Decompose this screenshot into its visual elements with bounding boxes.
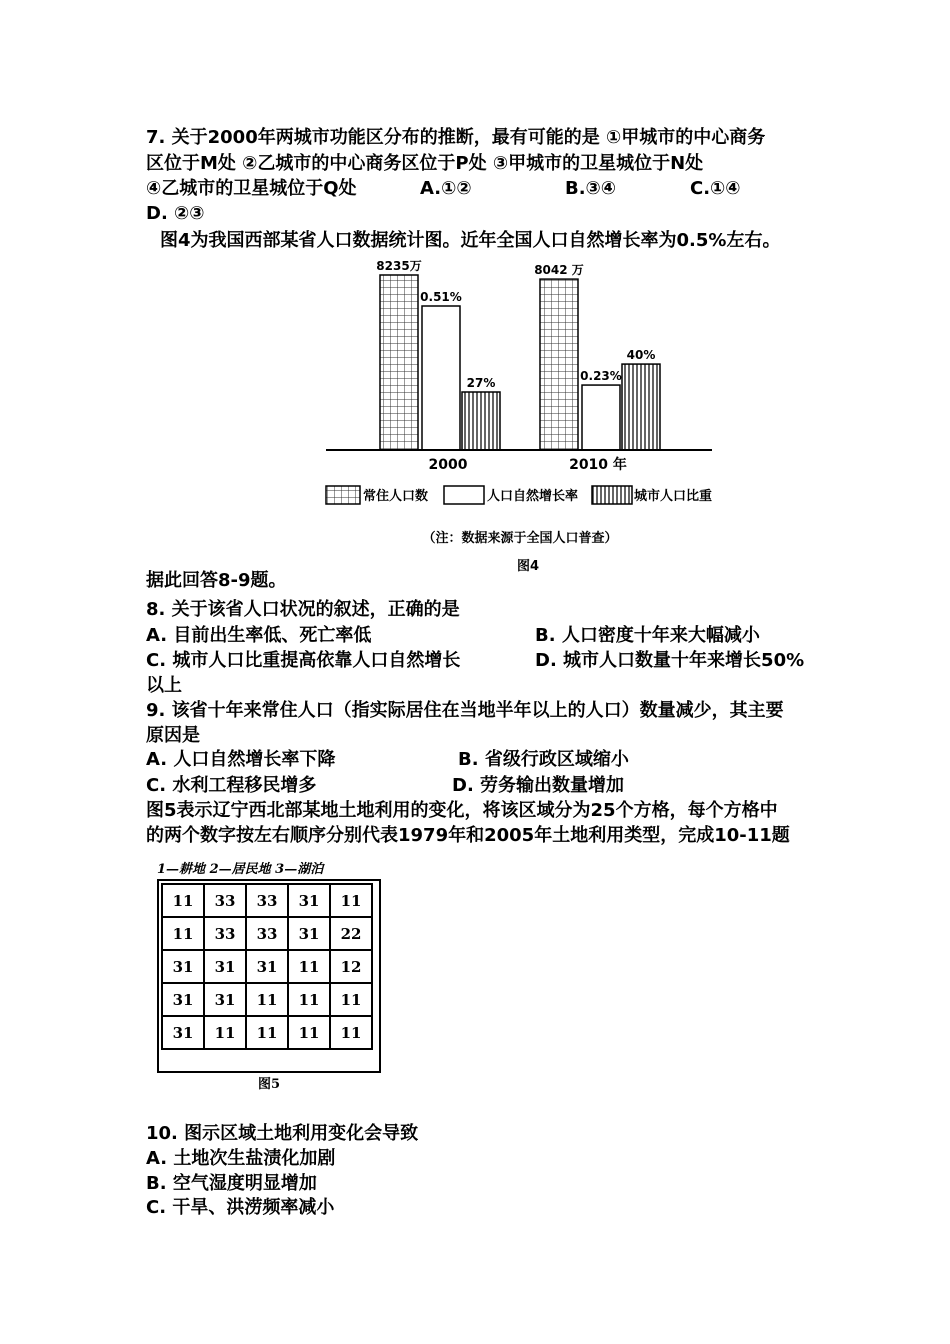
grid-cell: 33 bbox=[204, 884, 246, 917]
label-natural-growth-1: 0.23% bbox=[580, 369, 622, 384]
grid-cell: 11 bbox=[162, 884, 204, 917]
legend-label-natural-growth: 人口自然增长率 bbox=[487, 489, 579, 504]
grid-cell: 31 bbox=[204, 983, 246, 1016]
grid-cell: 11 bbox=[204, 1016, 246, 1049]
q9-stem-2: 原因是 bbox=[146, 725, 200, 746]
q7-option-c: C.①④ bbox=[690, 178, 741, 199]
bar-natural-growth-1 bbox=[582, 385, 620, 450]
grid-cell: 11 bbox=[330, 1016, 372, 1049]
bar-urban-ratio-1 bbox=[622, 364, 660, 450]
bar-natural-growth-0 bbox=[422, 306, 460, 450]
grid-cell: 22 bbox=[330, 917, 372, 950]
grid-cell: 31 bbox=[162, 983, 204, 1016]
grid-cell: 31 bbox=[162, 950, 204, 983]
q7-line1: 7. 关于2000年两城市功能区分布的推断，最有可能的是 ①甲城市的中心商务 bbox=[146, 127, 766, 148]
q8-stem: 8. 关于该省人口状况的叙述，正确的是 bbox=[146, 599, 460, 620]
grid-cell: 12 bbox=[330, 950, 372, 983]
label-resident-1: 8042 万 bbox=[534, 263, 584, 278]
q10-option-a: A. 土地次生盐渍化加剧 bbox=[146, 1148, 336, 1169]
label-urban-ratio-1: 40% bbox=[626, 348, 656, 363]
bar-resident-0 bbox=[380, 275, 418, 450]
fig4-chart bbox=[320, 252, 720, 582]
fig5-caption: 图5 bbox=[258, 1077, 281, 1092]
label-urban-ratio-0: 27% bbox=[466, 376, 496, 390]
q7-option-a: A.①② bbox=[420, 178, 472, 199]
grid-cell: 31 bbox=[288, 917, 330, 950]
q9-option-d: D. 劳务输出数量增加 bbox=[452, 775, 625, 796]
grid-cell: 31 bbox=[162, 1016, 204, 1049]
legend-label-resident: 常住人口数 bbox=[363, 489, 429, 504]
grid-cell: 33 bbox=[204, 917, 246, 950]
q7-line2: 区位于M处 ②乙城市的中心商务区位于P处 ③甲城市的卫星城位于N处 bbox=[146, 153, 704, 174]
grid-cell: 33 bbox=[246, 917, 288, 950]
grid-cell: 33 bbox=[246, 884, 288, 917]
grid-cell: 11 bbox=[288, 983, 330, 1016]
q7-option-b: B.③④ bbox=[565, 178, 617, 199]
q7-line3: ④乙城市的卫星城位于Q处 bbox=[146, 178, 357, 199]
after-fig4-text: 据此回答8-9题。 bbox=[146, 570, 287, 591]
q8-option-d: D. 城市人口数量十年来增长50% bbox=[535, 650, 805, 671]
grid-cell: 11 bbox=[288, 1016, 330, 1049]
q10-option-b: B. 空气湿度明显增加 bbox=[146, 1173, 317, 1194]
legend-swatch-natural-growth bbox=[444, 486, 484, 504]
q8-option-d-cont: 以上 bbox=[146, 675, 182, 696]
q10-stem: 10. 图示区域土地利用变化会导致 bbox=[146, 1123, 419, 1144]
fig4-category-2010: 2010 年 bbox=[569, 457, 627, 473]
legend-swatch-resident bbox=[326, 486, 360, 504]
q9-option-c: C. 水利工程移民增多 bbox=[146, 775, 317, 796]
fig4-category-2000: 2000 bbox=[428, 457, 468, 473]
grid-row bbox=[162, 884, 372, 917]
legend-swatch-urban-ratio bbox=[592, 486, 632, 504]
fig5-legend: 1—耕地 2—居民地 3—湖泊 bbox=[157, 862, 324, 877]
grid-cell: 11 bbox=[330, 884, 372, 917]
legend-label-urban-ratio: 城市人口比重 bbox=[634, 489, 713, 504]
grid-cell: 11 bbox=[246, 983, 288, 1016]
fig5-intro-1: 图5表示辽宁西北部某地土地利用的变化，将该区域分为25个方格，每个方格中 bbox=[146, 800, 778, 821]
grid-row bbox=[162, 917, 372, 950]
fig4-note: （注：数据来源于全国人口普查） bbox=[422, 531, 618, 546]
bar-urban-ratio-0 bbox=[462, 392, 500, 450]
bar-resident-1 bbox=[540, 279, 578, 450]
grid-cell: 11 bbox=[330, 983, 372, 1016]
q10-option-c: C. 干旱、洪涝频率减小 bbox=[146, 1197, 335, 1218]
q8-option-c: C. 城市人口比重提高依靠人口自然增长 bbox=[146, 650, 461, 671]
grid-cell: 11 bbox=[246, 1016, 288, 1049]
label-resident-0: 8235万 bbox=[376, 259, 422, 273]
q9-option-b: B. 省级行政区域缩小 bbox=[458, 749, 629, 770]
grid-cell: 31 bbox=[288, 884, 330, 917]
q8-option-a: A. 目前出生率低、死亡率低 bbox=[146, 625, 372, 646]
q7-option-d: D. ②③ bbox=[146, 203, 205, 224]
q9-option-a: A. 人口自然增长率下降 bbox=[146, 749, 336, 770]
grid-row bbox=[162, 983, 372, 1016]
fig4-intro: 图4为我国西部某省人口数据统计图。近年全国人口自然增长率为0.5%左右。 bbox=[160, 230, 781, 251]
fig5-grid bbox=[161, 883, 373, 1050]
grid-cell: 11 bbox=[162, 917, 204, 950]
grid-cell: 31 bbox=[204, 950, 246, 983]
q8-option-b: B. 人口密度十年来大幅减小 bbox=[535, 625, 760, 646]
q9-stem-1: 9. 该省十年来常住人口（指实际居住在当地半年以上的人口）数量减少，其主要 bbox=[146, 700, 784, 721]
grid-cell: 11 bbox=[288, 950, 330, 983]
fig4-caption: 图4 bbox=[516, 559, 540, 574]
grid-cell: 31 bbox=[246, 950, 288, 983]
label-natural-growth-0: 0.51% bbox=[420, 290, 462, 304]
grid-row bbox=[162, 1016, 372, 1049]
fig5-intro-2: 的两个数字按左右顺序分别代表1979年和2005年土地利用类型，完成10-11题 bbox=[146, 825, 790, 846]
grid-row bbox=[162, 950, 372, 983]
